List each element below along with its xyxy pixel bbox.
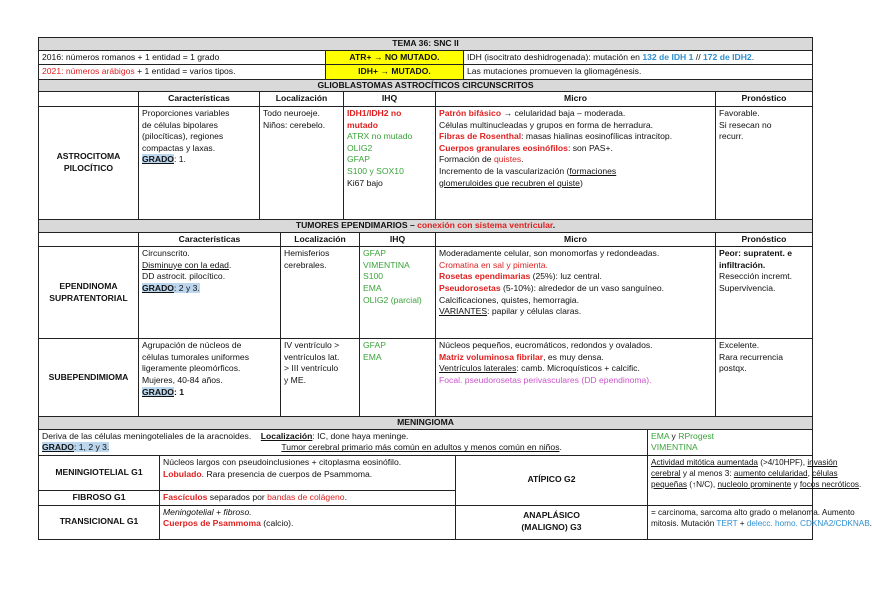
subependimioma-caracteristicas: Agrupación de núcleos de células tumorales uniformes ligeramente pleomórficos. Mujeres, 40-84 años. GRADO: 1 — [139, 339, 281, 417]
anaplasico-text: = carcinoma, sarcoma alto grado o melanoma. Aumento mitosis. Mutación TERT + delecc. homo. CDKNA2/CDKNAB. — [648, 505, 813, 539]
menin-table — [38, 416, 872, 539]
fibroso-name: FIBROSO G1 — [39, 490, 160, 505]
subependimioma-ihq: GFAP EMA — [360, 339, 436, 417]
astrocitoma-localizacion: Todo neuroeje. Niños: cerebelo. — [260, 106, 344, 219]
subependimioma-name: SUBEPENDIMIOMA — [39, 339, 139, 417]
subependimioma-pronostico: Excelente. Rara recurrencia postqx. — [716, 339, 813, 417]
ependinoma-pronostico: Peor: supratent. e infiltración. Resección incremt. Supervivencia. — [716, 247, 813, 339]
menin-ihq: EMA y RProgest VIMENTINA — [648, 429, 813, 455]
meningiotelial-name: MENINGIOTELIAL G1 — [39, 455, 160, 490]
intro-2016: 2016: números romanos + 1 entidad = 1 grado — [39, 50, 326, 65]
ependinoma-micro: Moderadamente celular, son monomorfas y redondeadas. Cromatina en sal y pimienta. Rosetas ependimarias (25%): luz central. Pseudorosetas (5-10%): alrededor de un vaso sanguíneo. Calcificaciones, quistes, hemorragia. VARIANTES: papilar y células claras. — [436, 247, 716, 339]
intro-table — [38, 37, 813, 80]
idh-text: IDH (isocitrato deshidrogenada): mutación en 132 de IDH 1 // 172 de IDH2. — [464, 50, 813, 65]
atipico-text: Actividad mitótica aumentada (>4/10HPF), invasión cerebral y al menos 3: aumento celularidad, células pequeñas (↑N/C), nucleolo prominente y focos necróticos. — [648, 455, 813, 505]
astrocitoma-name: ASTROCITOMA PILOCÍTICO — [39, 106, 139, 219]
menin-intro: Deriva de las células meningoteliales de la aracnoides. Localización: IC, done haya meninge. GRADO: 1, 2 y 3. Tumor cerebral primario más común en adultos y menos común en niños. — [39, 429, 648, 455]
astrocitoma-ihq: IDH1/IDH2 no mutado ATRX no mutado OLIG2 GFAP S100 y SOX10 Ki67 bajo — [344, 106, 436, 219]
ependinoma-caracteristicas: Circunscrito. Disminuye con la edad. DD astrocit. pilocítico. GRADO: 2 y 3. — [139, 247, 281, 339]
epen-col-blank — [39, 232, 139, 247]
subependimioma-micro: Núcleos pequeños, eucromáticos, redondos y ovalados. Matriz voluminosa fibrilar, es muy densa. Ventrículos laterales: camb. Microquísticos + calcific. Focal. pseudorosetas perivasculares (DD ependinoma). — [436, 339, 716, 417]
menin-section-header: MENINGIOMA — [39, 417, 813, 430]
ependinoma-ihq: GFAP VIMENTINA S100 EMA OLIG2 (parcial) — [360, 247, 436, 339]
ependinoma-name: EPENDINOMA SUPRATENTORIAL — [39, 247, 139, 339]
epen-table — [38, 219, 813, 417]
glio-col-ihq: IHQ — [344, 92, 436, 107]
astrocitoma-pronostico: Favorable. Si resecan no recurr. — [716, 106, 813, 219]
atr-badge: ATR+ → NO MUTADO. — [326, 50, 464, 65]
glio-col-micro: Micro — [436, 92, 716, 107]
epen-col-localizacion: Localización — [281, 232, 360, 247]
meningiotelial-text: Núcleos largos con pseudoinclusiones + citoplasma eosinófilo. Lobulado. Rara presencia de cuerpos de Psammoma. — [160, 455, 456, 490]
intro-2021: 2021: números arábigos + 1 entidad = varios tipos. — [39, 65, 326, 80]
glio-col-blank — [39, 92, 139, 107]
atipico-name: ATÍPICO G2 — [456, 455, 648, 505]
astrocitoma-caracteristicas: Proporciones variables de células bipolares (pilocíticas), regiones compactas y laxas. GRADO: 1. — [139, 106, 260, 219]
glio-col-localizacion: Localización — [260, 92, 344, 107]
epen-section-header: TUMORES EPENDIMARIOS – conexión con sistema ventricular. — [39, 219, 813, 232]
astrocitoma-micro: Patrón bifásico → celularidad baja – moderada. Células multinucleadas y grupos en forma de herradura. Fibras de Rosenthal: masas hialinas eosinofílicas intracitop. Cuerpos granulares eosinófilos: son PAS+. Formación de quistes. Incremento de la vascularización (formaciones glomeruloides que recubren el quiste) — [436, 106, 716, 219]
glio-col-caracteristicas: Características — [139, 92, 260, 107]
epen-col-micro: Micro — [436, 232, 716, 247]
glio-table — [38, 79, 813, 220]
transicional-name: TRANSICIONAL G1 — [39, 505, 160, 539]
glio-section-header: GLIOBLASTOMAS ASTROCÍTICOS CIRCUNSCRITOS — [39, 79, 813, 92]
epen-col-pronostico: Pronóstico — [716, 232, 813, 247]
page-title: TEMA 36: SNC II — [39, 38, 813, 51]
subependimioma-localizacion: IV ventrículo > ventrículos lat. > III ventrículo y ME. — [281, 339, 360, 417]
mutation-text: Las mutaciones promueven la gliomagénesis. — [464, 65, 813, 80]
document-page — [38, 37, 872, 540]
anaplasico-name: ANAPLÁSICO (MALIGNO) G3 — [456, 505, 648, 539]
epen-col-caracteristicas: Características — [139, 232, 281, 247]
fibroso-text: Fascículos separados por bandas de colágeno. — [160, 490, 456, 505]
idh-badge: IDH+ → MUTADO. — [326, 65, 464, 80]
transicional-text: Meningotelial + fibroso. Cuerpos de Psammoma (calcio). — [160, 505, 456, 539]
glio-col-pronostico: Pronóstico — [716, 92, 813, 107]
ependinoma-localizacion: Hemisferios cerebrales. — [281, 247, 360, 339]
epen-col-ihq: IHQ — [360, 232, 436, 247]
